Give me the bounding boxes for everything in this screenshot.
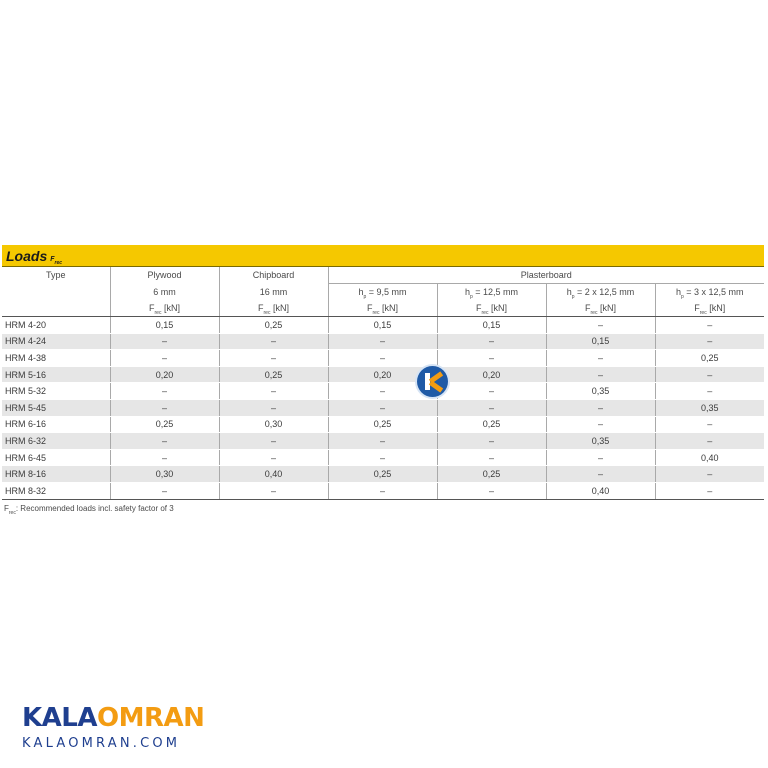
- load-value-cell: –: [655, 482, 764, 499]
- load-value-cell: –: [655, 433, 764, 450]
- loads-table: [2, 267, 764, 500]
- load-value-cell: –: [110, 433, 219, 450]
- load-value-cell: –: [110, 333, 219, 350]
- table-row: [2, 416, 764, 433]
- load-value-cell: –: [328, 399, 437, 416]
- load-value-cell: 0,15: [328, 317, 437, 334]
- load-value-cell: –: [328, 350, 437, 367]
- row-type: HRM 8-32: [2, 482, 110, 499]
- load-value-cell: –: [546, 317, 655, 334]
- logo-url: KALAOMRAN.COM: [22, 736, 181, 751]
- header-chipboard: Chipboard: [219, 267, 328, 284]
- load-value-cell: –: [110, 383, 219, 400]
- load-value-cell: 0,25: [655, 350, 764, 367]
- load-value-cell: –: [110, 449, 219, 466]
- load-value-cell: 0,25: [328, 416, 437, 433]
- load-value-cell: –: [437, 482, 546, 499]
- load-value-cell: –: [328, 383, 437, 400]
- load-value-cell: –: [328, 433, 437, 450]
- table-title-subscript: $F_{rec}$: [50, 256, 63, 266]
- row-type: HRM 6-32: [2, 433, 110, 450]
- load-value-cell: –: [437, 333, 546, 350]
- load-value-cell: –: [437, 383, 546, 400]
- load-value-cell: –: [219, 433, 328, 450]
- table-row: [2, 449, 764, 466]
- row-type: HRM 8-16: [2, 466, 110, 483]
- row-type: HRM 6-45: [2, 449, 110, 466]
- header-plasterboard: Plasterboard: [328, 267, 764, 284]
- load-value-cell: –: [655, 466, 764, 483]
- load-value-cell: 0,25: [110, 416, 219, 433]
- table-row: [2, 317, 764, 334]
- load-value-cell: –: [328, 482, 437, 499]
- header-unit: $F_{rec}$ [kN]: [219, 300, 328, 317]
- header-plaster-2x12-5: $h_p = 2$ x 12,5 mm: [546, 284, 655, 301]
- load-value-cell: 0,15: [546, 333, 655, 350]
- table-row: [2, 383, 764, 400]
- row-type: HRM 4-20: [2, 317, 110, 334]
- loads-table-panel: [2, 245, 764, 516]
- loads-table-body: [2, 317, 764, 500]
- load-value-cell: –: [219, 449, 328, 466]
- load-value-cell: –: [110, 399, 219, 416]
- site-logo: [22, 703, 205, 755]
- load-value-cell: –: [546, 449, 655, 466]
- table-row: [2, 366, 764, 383]
- load-value-cell: –: [546, 366, 655, 383]
- load-value-cell: 0,25: [437, 466, 546, 483]
- header-unit: $F_{rec}$ [kN]: [437, 300, 546, 317]
- row-type: HRM 4-24: [2, 333, 110, 350]
- load-value-cell: –: [655, 333, 764, 350]
- row-type: HRM 4-38: [2, 350, 110, 367]
- load-value-cell: 0,40: [219, 466, 328, 483]
- logo-wordmark: KALAOMRAN: [22, 703, 205, 733]
- load-value-cell: –: [546, 416, 655, 433]
- load-value-cell: –: [219, 399, 328, 416]
- load-value-cell: 0,15: [437, 317, 546, 334]
- load-value-cell: –: [655, 317, 764, 334]
- table-row: [2, 433, 764, 450]
- load-value-cell: 0,25: [219, 317, 328, 334]
- load-value-cell: 0,30: [110, 466, 219, 483]
- header-unit: $F_{rec}$ [kN]: [655, 300, 764, 317]
- load-value-cell: –: [110, 482, 219, 499]
- load-value-cell: –: [328, 449, 437, 466]
- load-value-cell: 0,40: [655, 449, 764, 466]
- table-row: [2, 466, 764, 483]
- table-row: [2, 399, 764, 416]
- table-row: [2, 482, 764, 499]
- load-value-cell: –: [655, 366, 764, 383]
- table-title-bar: [2, 245, 764, 267]
- header-unit: $F_{rec}$ [kN]: [546, 300, 655, 317]
- load-value-cell: –: [219, 333, 328, 350]
- load-value-cell: –: [655, 383, 764, 400]
- header-chipboard-thickness: 16 mm: [219, 284, 328, 301]
- load-value-cell: 0,40: [546, 482, 655, 499]
- load-value-cell: –: [219, 482, 328, 499]
- load-value-cell: –: [219, 350, 328, 367]
- header-plaster-3x12-5: $h_p = 3$ x 12,5 mm: [655, 284, 764, 301]
- table-title: Loads: [6, 247, 48, 264]
- header-unit: $F_{rec}$ [kN]: [110, 300, 219, 317]
- load-value-cell: –: [546, 399, 655, 416]
- load-value-cell: 0,15: [110, 317, 219, 334]
- load-value-cell: –: [110, 350, 219, 367]
- table-row: [2, 333, 764, 350]
- footnote: $F_{rec}$: Recommended loads incl. safety factor of 3: [4, 503, 174, 516]
- header-plywood-thickness: 6 mm: [110, 284, 219, 301]
- row-type: HRM 5-32: [2, 383, 110, 400]
- load-value-cell: 0,35: [546, 383, 655, 400]
- load-value-cell: –: [437, 433, 546, 450]
- row-type: HRM 5-45: [2, 399, 110, 416]
- header-plaster-12-5: $h_p = 12,5$ mm: [437, 284, 546, 301]
- load-value-cell: –: [546, 350, 655, 367]
- header-unit: $F_{rec}$ [kN]: [328, 300, 437, 317]
- row-type: HRM 6-16: [2, 416, 110, 433]
- load-value-cell: 0,35: [546, 433, 655, 450]
- load-value-cell: –: [328, 333, 437, 350]
- table-row: [2, 350, 764, 367]
- load-value-cell: 0,25: [437, 416, 546, 433]
- load-value-cell: 0,20: [110, 366, 219, 383]
- header-type: Type: [45, 270, 66, 281]
- load-value-cell: 0,35: [655, 399, 764, 416]
- row-type: HRM 5-16: [2, 366, 110, 383]
- load-value-cell: 0,20: [328, 366, 437, 383]
- header-plywood: Plywood: [110, 267, 219, 284]
- load-value-cell: –: [437, 399, 546, 416]
- load-value-cell: –: [437, 350, 546, 367]
- watermark-logo-icon: [417, 366, 448, 397]
- load-value-cell: 0,20: [437, 366, 546, 383]
- header-plaster-9-5: $h_p = 9,5$ mm: [328, 284, 437, 301]
- load-value-cell: –: [655, 416, 764, 433]
- load-value-cell: 0,25: [328, 466, 437, 483]
- load-value-cell: 0,30: [219, 416, 328, 433]
- load-value-cell: 0,25: [219, 366, 328, 383]
- load-value-cell: –: [546, 466, 655, 483]
- load-value-cell: –: [219, 383, 328, 400]
- load-value-cell: –: [437, 449, 546, 466]
